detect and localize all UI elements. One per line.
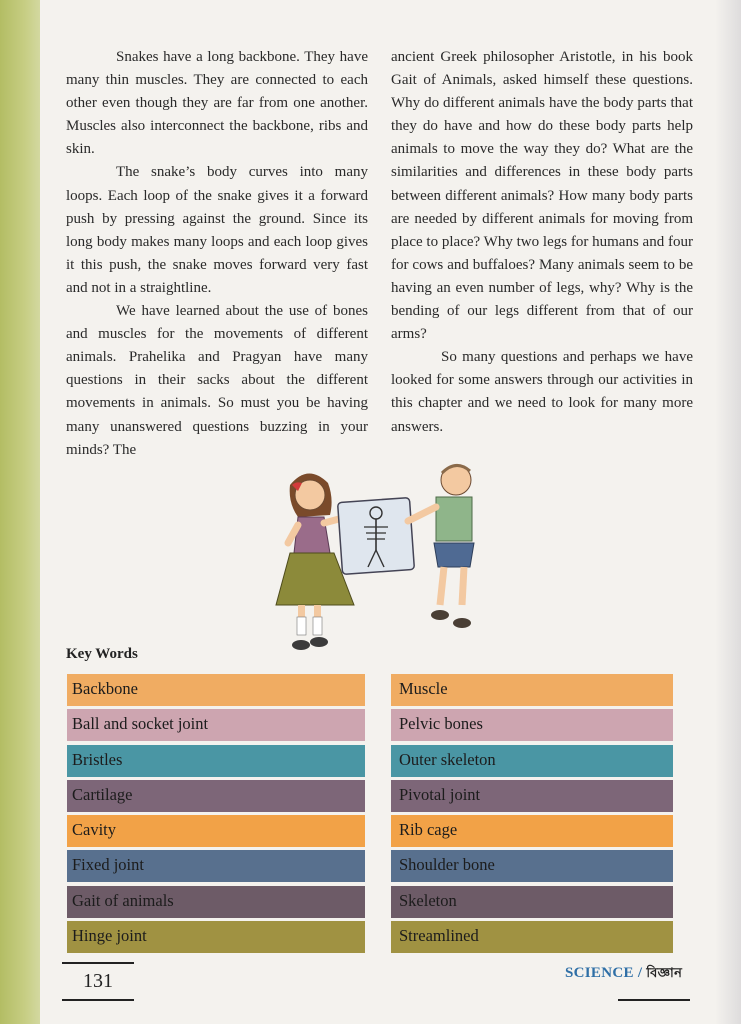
keyword-item: Bristles (67, 745, 365, 777)
subject-bengali: বিজ্ঞান (646, 966, 683, 981)
keyword-item: Hinge joint (67, 921, 365, 953)
keyword-item: Skeleton (391, 886, 673, 918)
keyword-item: Muscle (391, 674, 673, 706)
keyword-item: Streamlined (391, 921, 673, 953)
paragraph: So many questions and perhaps we have looked for some answers through our activities in this chapter and we need to look for many more answers. (391, 349, 693, 435)
keyword-item: Gait of animals (67, 886, 365, 918)
xray-board (338, 498, 415, 575)
paragraph: We have learned about the use of bones and muscles for the movements of different animals. Prahelika and Pragyan have many questions in their sacks about the different movements in animals. So must you be having many unanswered questions buzzing in your minds? The (66, 303, 368, 458)
subject-english: SCIENCE / (565, 965, 647, 981)
paragraph: ancient Greek philosopher Aristotle, in his book Gait of Animals, asked himself these questions. Why do different animals have the body parts that they do have and how do these body parts help animals to move the way they do? What are the similarities and differences in these body parts between different animals? How many body parts are needed by different animals for moving from place to place? Why two legs for humans and four for cows and buffaloes? Many animals seem to be having an even number of legs, why? Why is the bending of our legs different from that of our arms? (391, 49, 693, 343)
keyword-item: Fixed joint (67, 850, 365, 882)
children-with-xray-illustration (268, 455, 488, 665)
keyword-item: Pelvic bones (391, 709, 673, 741)
footer-subject (565, 964, 682, 985)
keyword-item: Backbone (67, 674, 365, 706)
keywords-left-column (67, 674, 365, 956)
keyword-item: Ball and socket joint (67, 709, 365, 741)
keywords-right-column (391, 674, 673, 956)
side-color-strip (0, 0, 40, 1024)
keyword-item: Shoulder bone (391, 850, 673, 882)
keyword-item: Cavity (67, 815, 365, 847)
right-text-column (391, 46, 693, 439)
paragraph: Snakes have a long backbone. They have many thin muscles. They are connected to each other even though they are far from one another. Muscles also interconnect the backbone, ribs and skin. (66, 49, 368, 158)
boy-figure (408, 465, 474, 628)
keyword-item: Outer skeleton (391, 745, 673, 777)
key-words-heading: Key Words (66, 646, 138, 662)
paragraph: The snake’s body curves into many loops. Each loop of the snake gives it a forward push by pressing against the ground. Since its long body makes many loops and each loop gives it this push, the snake moves forward very fast and not in a straightline. (66, 164, 368, 296)
keyword-item: Pivotal joint (391, 780, 673, 812)
footer-rule (618, 999, 690, 1001)
page-edge-shadow (715, 0, 741, 1024)
keyword-item: Cartilage (67, 780, 365, 812)
keyword-item: Rib cage (391, 815, 673, 847)
page-number: 131 (62, 962, 134, 1001)
left-text-column (66, 46, 368, 462)
